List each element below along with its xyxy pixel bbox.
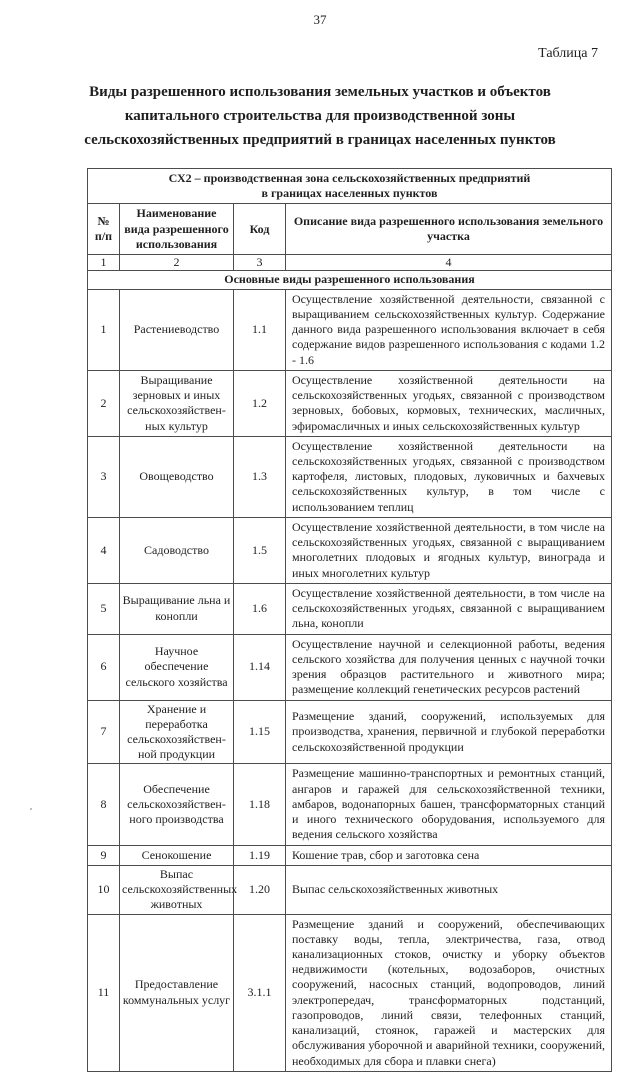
table-row — [88, 517, 612, 583]
table-row — [88, 865, 612, 914]
row-number: 6 — [88, 634, 120, 700]
row-number: 2 — [88, 370, 120, 436]
zone-header-line2: в границах населенных пунктов — [261, 186, 438, 201]
row-name: Выращивание зерновых и иных сельскохозяйствен-ных культур — [120, 370, 234, 436]
row-description: Кошение трав, сбор и заготовка сена — [286, 845, 612, 865]
row-number: 7 — [88, 700, 120, 764]
row-description: Размещение машинно-транспортных и ремонтных станций, ангаров и гаражей для сельскохозяйственной техники, амбаров, водонапорных башен, трансформаторных станций и иного технического оборудования, используемого для ведения сельского хозяйства — [286, 764, 612, 845]
row-code: 1.6 — [234, 583, 286, 634]
row-number: 8 — [88, 764, 120, 845]
row-code: 1.3 — [234, 436, 286, 517]
table-row — [88, 700, 612, 764]
row-name: Сенокошение — [120, 845, 234, 865]
row-code: 1.15 — [234, 700, 286, 764]
row-name: Растениеводство — [120, 289, 234, 370]
row-code: 1.20 — [234, 865, 286, 914]
table-row — [88, 370, 612, 436]
row-number: 10 — [88, 865, 120, 914]
zone-header-row — [88, 169, 612, 204]
row-name: Выпас сельскохозяйственных животных — [120, 865, 234, 914]
document-title: Виды разрешенного использования земельных участков и объектов капитального строительства для производственной зоны сельскохозяйственных предприятий в границах населенных пунктов — [84, 84, 556, 148]
row-name: Обеспечение сельскохозяйствен-ного производства — [120, 764, 234, 845]
row-code: 1.2 — [234, 370, 286, 436]
section-header: Основные виды разрешенного использования — [88, 271, 612, 289]
row-description: Осуществление хозяйственной деятельности на сельскохозяйственных угодьях, связанной с производством картофеля, листовых, плодовых, луковичных и бахчевых сельскохозяйственных культур, в том числе с использованием теплиц — [286, 436, 612, 517]
row-code: 1.1 — [234, 289, 286, 370]
row-description: Осуществление хозяйственной деятельности на сельскохозяйственных угодьях, связанной с производством зерновых, бобовых, кормовых, технических, масличных, эфиромасличных и иных сельскохозяйственных культур — [286, 370, 612, 436]
row-name: Научное обеспечение сельского хозяйства — [120, 634, 234, 700]
column-number-1: 1 — [88, 255, 120, 271]
page-number: 37 — [313, 12, 327, 27]
table-caption: Таблица 7 — [538, 46, 598, 61]
column-number-4: 4 — [286, 255, 612, 271]
column-number-2: 2 — [120, 255, 234, 271]
row-code: 1.5 — [234, 517, 286, 583]
row-description: Размещение зданий, сооружений, используемых для производства, хранения, первичной и глубокой переработки сельскохозяйственной продукции — [286, 700, 612, 764]
column-header-num: № п/п — [88, 204, 120, 255]
column-number-3: 3 — [234, 255, 286, 271]
row-name: Выращивание льна и конопли — [120, 583, 234, 634]
row-name: Овощеводство — [120, 436, 234, 517]
row-number: 5 — [88, 583, 120, 634]
column-number-row — [88, 255, 612, 271]
permitted-use-table — [87, 168, 612, 1072]
row-code: 1.19 — [234, 845, 286, 865]
table-row — [88, 845, 612, 865]
row-description: Осуществление хозяйственной деятельности, связанной с выращиванием сельскохозяйственных культур. Содержание данного вида разрешенного использования включает в себя содержание видов разрешенного использования с кодами 1.2 - 1.6 — [286, 289, 612, 370]
row-code: 3.1.1 — [234, 914, 286, 1071]
row-code: 1.18 — [234, 764, 286, 845]
row-number: 9 — [88, 845, 120, 865]
row-description: Осуществление научной и селекционной работы, ведения сельского хозяйства для получения ценных с научной точки зрения образцов растительного и животного мира; размещение коллекций генетических ресурсов растений — [286, 634, 612, 700]
row-name: Предоставление коммунальных услуг — [120, 914, 234, 1071]
section-header-row — [88, 271, 612, 289]
row-description: Осуществление хозяйственной деятельности, в том числе на сельскохозяйственных угодьях, связанной с выращиванием многолетних плодовых и ягодных культур, винограда и иных многолетних культур — [286, 517, 612, 583]
column-header-code: Код — [234, 204, 286, 255]
row-description: Выпас сельскохозяйственных животных — [286, 865, 612, 914]
row-code: 1.14 — [234, 634, 286, 700]
table-row — [88, 914, 612, 1071]
scan-artifact — [30, 808, 32, 810]
row-number: 1 — [88, 289, 120, 370]
row-number: 4 — [88, 517, 120, 583]
row-description: Размещение зданий и сооружений, обеспечивающих поставку воды, тепла, электричества, газа, отвод канализационных стоков, очистку и уборку объектов недвижимости (котельных, водозаборов, очистных сооружений, насосных станций, водопроводов, линий электропередач, трансформаторных подстанций, газопроводов, линий связи, телефонных станций, канализаций, стоянок, гаражей и мастерских для обслуживания уборочной и аварийной техники, сооружений, необходимых для сбора и плавки снега) — [286, 914, 612, 1071]
zone-header-line1: СХ2 – производственная зона сельскохозяйственных предприятий — [168, 171, 531, 185]
column-header-name: Наименование вида разрешенного использования — [120, 204, 234, 255]
table-row — [88, 764, 612, 845]
table-row — [88, 289, 612, 370]
row-description: Осуществление хозяйственной деятельности, в том числе на сельскохозяйственных угодьях, связанной с выращиванием льна, конопли — [286, 583, 612, 634]
column-header-row — [88, 204, 612, 255]
row-number: 11 — [88, 914, 120, 1071]
column-header-description: Описание вида разрешенного использования земельного участка — [286, 204, 612, 255]
zone-header — [88, 169, 612, 204]
table-row — [88, 583, 612, 634]
row-number: 3 — [88, 436, 120, 517]
row-name: Хранение и переработка сельскохозяйствен-ной продукции — [120, 700, 234, 764]
table-row — [88, 634, 612, 700]
row-name: Садоводство — [120, 517, 234, 583]
table-row — [88, 436, 612, 517]
